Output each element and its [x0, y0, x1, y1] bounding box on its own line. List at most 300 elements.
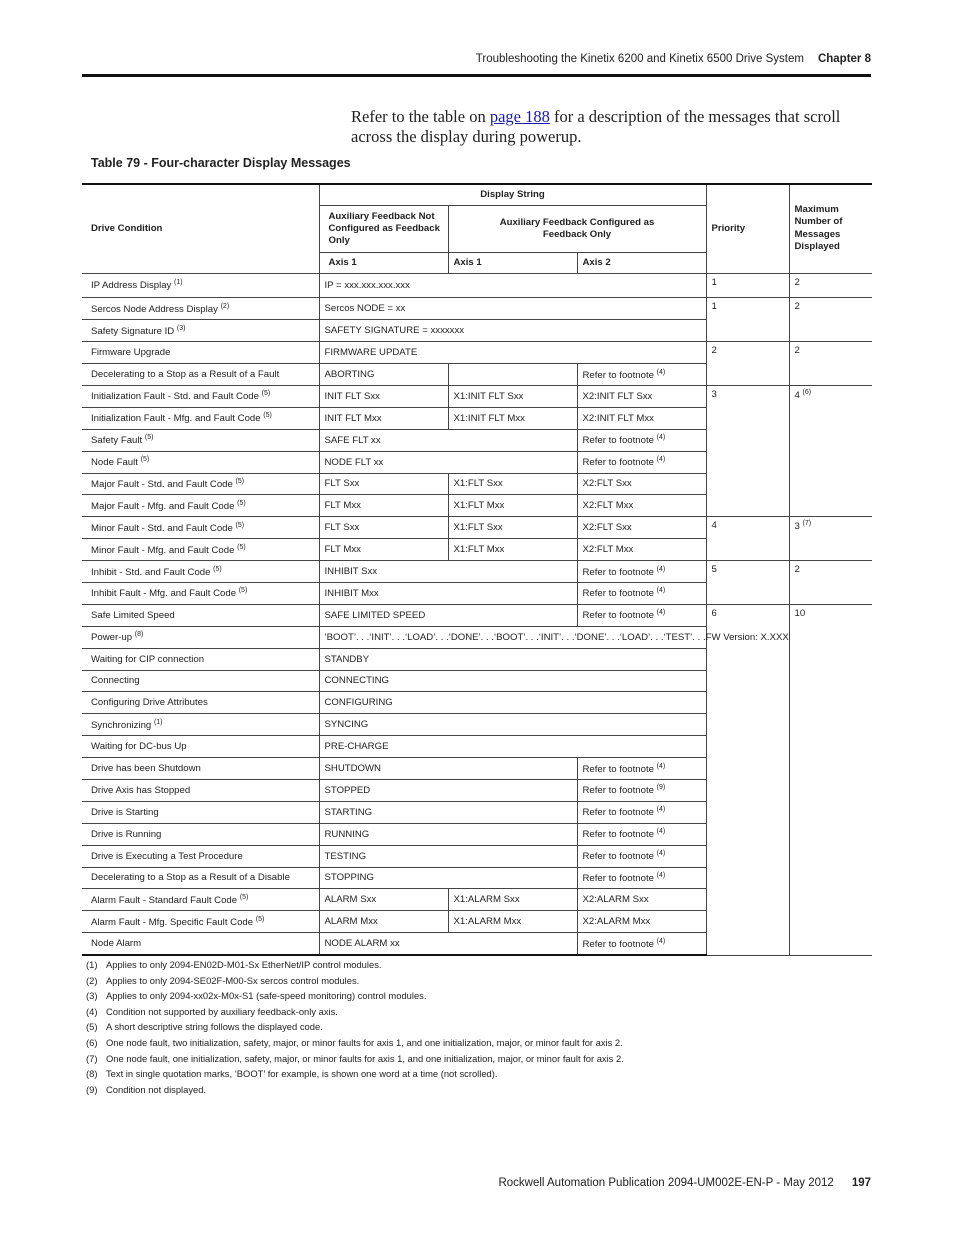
display-axis1-cell-text: NODE FLT xx: [324, 456, 384, 468]
drive-condition-cell: [82, 933, 319, 955]
drive-condition-cell-text: Initialization Fault - Mfg. and Fault Code: [91, 413, 261, 425]
aux-axis2-cell: [577, 582, 706, 604]
footnote-item: [86, 1035, 624, 1051]
display-axis1-cell: [319, 845, 577, 867]
priority-cell-text: 2: [711, 345, 717, 357]
display-axis1-cell-text: FLT Sxx: [324, 478, 360, 490]
footnote-text: Condition not supported by auxiliary feedback-only axis.: [106, 1005, 338, 1017]
drive-condition-cell-text: Waiting for CIP connection: [91, 653, 205, 665]
drive-condition-cell-footnote-ref: (5): [140, 456, 150, 464]
footnote-number: (3): [86, 990, 98, 1002]
drive-condition-cell-footnote-ref: (5): [235, 477, 245, 485]
footnote-item: [86, 1051, 624, 1067]
drive-condition-cell: [82, 473, 319, 495]
aux-axis1-cell-text: X1:FLT Mxx: [453, 544, 505, 556]
aux-axis2-cell-footnote-ref: (9): [656, 784, 666, 792]
priority-cell-text: 5: [711, 564, 717, 576]
aux-axis2-cell: [577, 495, 706, 517]
aux-axis1-cell: [448, 889, 577, 911]
table-row: [82, 385, 872, 407]
header-axis2: Axis 2: [577, 252, 706, 273]
display-axis1-cell: [319, 495, 448, 517]
table-row: [82, 298, 872, 320]
aux-axis2-cell-text: Refer to footnote: [582, 938, 654, 950]
drive-condition-cell-text: Safety Signature ID: [91, 325, 175, 337]
aux-axis2-cell-footnote-ref: (4): [656, 609, 666, 617]
aux-axis1-cell: [448, 495, 577, 517]
display-axis1-cell-text: ‘BOOT’. . .‘INIT’. . .‘LOAD’. . .‘DONE’. . .‘BOOT’. . .‘INIT’. . .‘DONE’. . .‘LOAD’. . .‘TEST’. . .FW Version: X.XXX: [324, 631, 789, 643]
drive-condition-cell: [82, 385, 319, 407]
aux-axis2-cell-text: X2:FLT Mxx: [582, 544, 634, 556]
display-axis1-cell-text: INHIBIT Mxx: [324, 587, 379, 599]
drive-condition-cell-footnote-ref: (5): [261, 390, 271, 398]
drive-condition-cell-text: Power-up: [91, 632, 133, 644]
priority-cell-text: 6: [711, 607, 717, 619]
drive-condition-cell-text: Initialization Fault - Std. and Fault Code: [91, 391, 259, 403]
footnote-text: Text in single quotation marks, ‘BOOT’ for example, is shown one word at a time (not scrolled).: [106, 1068, 498, 1080]
display-axis1-cell-text: CONFIGURING: [324, 697, 393, 709]
aux-axis2-cell: [577, 845, 706, 867]
display-axis1-cell: [319, 582, 577, 604]
header-axis1-b: Axis 1: [448, 252, 577, 273]
drive-condition-cell: [82, 364, 319, 386]
footnote-number: (4): [86, 1005, 98, 1017]
footnote-item: [86, 1066, 624, 1082]
priority-cell: [706, 298, 789, 342]
footnote-text: Condition not displayed.: [106, 1083, 207, 1095]
max-messages-cell-text: 3: [794, 521, 800, 533]
drive-condition-cell: [82, 867, 319, 889]
display-axis1-cell: [319, 779, 577, 801]
aux-axis2-cell-text: Refer to footnote: [582, 588, 654, 600]
drive-condition-cell: [82, 582, 319, 604]
display-axis1-cell-text: SYNCING: [324, 719, 369, 731]
drive-condition-cell-footnote-ref: (5): [237, 499, 246, 507]
drive-condition-cell: [82, 889, 319, 911]
drive-condition-cell-text: Inhibit - Std. and Fault Code: [91, 566, 211, 578]
display-axis1-cell-text: TESTING: [324, 850, 367, 862]
footer-publication: Rockwell Automation Publication 2094-UM002E-EN-P - May 2012: [498, 1177, 834, 1189]
aux-axis2-cell-footnote-ref: (4): [656, 828, 666, 836]
footnotes: [86, 957, 624, 1097]
drive-condition-cell-text: Waiting for DC-bus Up: [91, 741, 187, 753]
drive-condition-cell-text: Configuring Drive Attributes: [91, 697, 208, 709]
max-messages-cell-footnote-ref: (7): [802, 520, 812, 528]
drive-condition-cell: [82, 670, 319, 692]
drive-condition-cell: [82, 758, 319, 780]
aux-axis1-cell: [448, 407, 577, 429]
drive-condition-cell-text: Major Fault - Mfg. and Fault Code: [91, 500, 235, 512]
footnote-text: Applies to only 2094-EN02D-M01-Sx EtherNet/IP control modules.: [106, 959, 382, 970]
aux-axis2-cell-footnote-ref: (4): [656, 850, 666, 858]
aux-axis1-cell-text: X1:FLT Sxx: [453, 478, 503, 490]
aux-axis2-cell-text: Refer to footnote: [582, 872, 654, 884]
aux-axis2-cell-text: X2:INIT FLT Mxx: [582, 412, 654, 424]
drive-condition-cell: [82, 495, 319, 517]
footnote-number: (8): [86, 1068, 98, 1080]
drive-condition-cell: [82, 648, 319, 670]
drive-condition-cell-text: Drive Axis has Stopped: [91, 784, 191, 796]
page-link[interactable]: page 188: [489, 107, 550, 126]
drive-condition-cell-text: Decelerating to a Stop as a Result of a Disable: [91, 872, 290, 884]
display-axis1-cell-text: NODE ALARM xx: [324, 938, 400, 950]
intro-paragraph: [351, 107, 873, 147]
table-row: [82, 273, 872, 298]
drive-condition-cell-text: Node Alarm: [91, 938, 142, 950]
intro-text-end: for a description of the messages that scroll across the display during powerup.: [351, 107, 841, 146]
aux-axis1-cell: [448, 539, 577, 561]
aux-axis2-cell-footnote-ref: (4): [656, 434, 666, 442]
display-messages-table: [82, 183, 872, 956]
priority-cell-text: 1: [711, 276, 717, 288]
footnote-number: (2): [86, 974, 98, 986]
header-axis1-a: Axis 1: [319, 252, 448, 273]
display-axis1-cell: [319, 823, 577, 845]
priority-cell: [706, 273, 789, 298]
display-axis1-cell-text: FLT Mxx: [324, 500, 361, 512]
aux-axis2-cell-text: Refer to footnote: [582, 785, 654, 797]
table-title: Table 79 - Four-character Display Messages: [91, 156, 351, 170]
aux-axis1-cell-text: X1:FLT Sxx: [453, 522, 503, 534]
aux-axis2-cell: [577, 385, 706, 407]
priority-cell-text: 3: [711, 388, 717, 400]
display-axis1-cell-text: RUNNING: [324, 828, 370, 840]
display-axis1-cell-text: INIT FLT Sxx: [324, 390, 380, 402]
aux-axis1-cell: [448, 911, 577, 933]
display-axis1-cell: [319, 911, 448, 933]
drive-condition-cell-text: Drive is Executing a Test Procedure: [91, 850, 243, 862]
drive-condition-cell-footnote-ref: (5): [255, 915, 265, 923]
drive-condition-cell-footnote-ref: (2): [220, 302, 230, 310]
display-axis1-cell-text: STOPPING: [324, 872, 374, 884]
priority-cell: [706, 342, 789, 386]
display-axis1-cell-text: FLT Mxx: [324, 544, 361, 556]
aux-axis2-cell-footnote-ref: (4): [656, 937, 666, 945]
display-axis1-cell: [319, 648, 706, 670]
aux-axis2-cell: [577, 451, 706, 473]
drive-condition-cell-text: Minor Fault - Mfg. and Fault Code: [91, 544, 235, 556]
drive-condition-cell: [82, 626, 319, 648]
display-axis1-cell: [319, 801, 577, 823]
drive-condition-cell: [82, 714, 319, 736]
aux-axis2-cell: [577, 604, 706, 626]
footnote-number: (1): [86, 959, 98, 970]
footnote-item: [86, 973, 624, 989]
footnote-text: A short descriptive string follows the displayed code.: [106, 1021, 323, 1033]
display-axis1-cell-text: STOPPED: [324, 784, 371, 796]
drive-condition-cell: [82, 539, 319, 561]
drive-condition-cell-text: Alarm Fault - Mfg. Specific Fault Code: [91, 916, 254, 928]
aux-axis2-cell-footnote-ref: (4): [656, 456, 666, 464]
table-row: [82, 561, 872, 583]
table-row: [82, 342, 872, 364]
drive-condition-cell-footnote-ref: (1): [153, 718, 163, 726]
drive-condition-cell: [82, 517, 319, 539]
display-axis1-cell-text: ALARM Sxx: [324, 894, 377, 906]
aux-axis2-cell-text: Refer to footnote: [582, 851, 654, 863]
drive-condition-cell-footnote-ref: (5): [239, 893, 249, 901]
display-axis1-cell: [319, 714, 706, 736]
drive-condition-cell: [82, 801, 319, 823]
footer-page-number: 197: [851, 1177, 871, 1189]
display-axis1-cell: [319, 451, 577, 473]
header-aux-configured: Auxiliary Feedback Configured as Feedback Only: [448, 205, 706, 252]
display-axis1-cell-text: SAFE FLT xx: [324, 434, 381, 446]
drive-condition-cell-footnote-ref: (5): [144, 434, 154, 442]
aux-axis2-cell-text: Refer to footnote: [582, 457, 654, 469]
display-axis1-cell-text: SAFE LIMITED SPEED: [324, 609, 426, 621]
header-priority: Priority: [706, 184, 789, 273]
display-axis1-cell-text: ABORTING: [324, 369, 375, 380]
display-axis1-cell-text: CONNECTING: [324, 675, 389, 687]
aux-axis2-cell-text: X2:FLT Mxx: [582, 500, 634, 512]
aux-axis2-cell-footnote-ref: (4): [656, 871, 666, 879]
header-max-messages: Maximum Number of Messages Displayed: [789, 184, 872, 273]
display-axis1-cell: [319, 385, 448, 407]
priority-cell: [706, 385, 789, 516]
display-axis1-cell: [319, 364, 448, 386]
drive-condition-cell-text: Major Fault - Std. and Fault Code: [91, 478, 233, 490]
drive-condition-cell: [82, 823, 319, 845]
footnote-text: Applies to only 2094-SE02F-M00-Sx sercos control modules.: [106, 974, 360, 986]
drive-condition-cell-footnote-ref: (5): [235, 521, 245, 529]
running-header: [82, 53, 871, 65]
drive-condition-cell: [82, 273, 319, 298]
drive-condition-cell-footnote-ref: (5): [238, 587, 248, 595]
aux-axis1-cell: [448, 517, 577, 539]
aux-axis2-cell-text: Refer to footnote: [582, 610, 654, 622]
priority-cell-text: 4: [711, 520, 717, 532]
display-axis1-cell: [319, 889, 448, 911]
drive-condition-cell-footnote-ref: (5): [263, 412, 272, 420]
aux-axis2-cell-text: Refer to footnote: [582, 763, 654, 775]
aux-axis2-cell: [577, 867, 706, 889]
aux-axis2-cell: [577, 889, 706, 911]
drive-condition-cell-text: Node Fault: [91, 457, 138, 469]
drive-condition-cell-text: Connecting: [91, 675, 140, 687]
display-axis1-cell-text: FIRMWARE UPDATE: [324, 347, 418, 359]
display-axis1-cell-text: INIT FLT Mxx: [324, 412, 382, 424]
footnote-number: (6): [86, 1036, 98, 1048]
max-messages-cell-text: 2: [794, 276, 800, 288]
drive-condition-cell-text: Minor Fault - Std. and Fault Code: [91, 522, 233, 534]
max-messages-cell-text: 2: [794, 301, 800, 313]
display-axis1-cell: [319, 933, 577, 955]
aux-axis2-cell-text: Refer to footnote: [582, 369, 654, 381]
display-axis1-cell-text: SHUTDOWN: [324, 763, 381, 775]
footnote-number: (5): [86, 1021, 98, 1033]
header-drive-condition: Drive Condition: [82, 184, 319, 273]
aux-axis2-cell-text: X2:ALARM Sxx: [582, 894, 649, 906]
drive-condition-cell: [82, 692, 319, 714]
priority-cell: [706, 517, 789, 561]
display-axis1-cell: [319, 604, 577, 626]
intro-text-start: Refer to the table on: [351, 107, 490, 126]
display-axis1-cell-text: STANDBY: [324, 653, 370, 665]
aux-axis2-cell-footnote-ref: (4): [656, 368, 666, 376]
table-row: [82, 517, 872, 539]
aux-axis2-cell: [577, 933, 706, 955]
max-messages-cell: [789, 273, 872, 298]
display-axis1-cell: [319, 692, 706, 714]
drive-condition-cell-text: Synchronizing: [91, 719, 152, 731]
aux-axis2-cell: [577, 561, 706, 583]
max-messages-cell-footnote-ref: (6): [802, 388, 812, 396]
max-messages-cell: [789, 517, 872, 561]
aux-axis1-cell-text: X1:ALARM Mxx: [453, 916, 522, 928]
footnote-text: One node fault, one initialization, safety, major, or minor faults for axis 1, and one initialization, major, or minor fault for axis 2.: [106, 1052, 624, 1064]
footnote-item: [86, 1004, 624, 1020]
display-axis1-cell-text: Sercos NODE = xx: [324, 303, 406, 315]
aux-axis1-cell: [448, 364, 577, 386]
drive-condition-cell-text: Drive is Running: [91, 828, 162, 840]
drive-condition-cell: [82, 407, 319, 429]
drive-condition-cell-footnote-ref: (8): [134, 631, 144, 639]
drive-condition-cell-footnote-ref: (5): [237, 543, 246, 551]
footnote-text: One node fault, two initialization, safety, major, or minor faults for axis 1, and one initialization, major, or minor fault for axis 2.: [106, 1036, 623, 1048]
max-messages-cell: [789, 561, 872, 605]
display-axis1-cell: [319, 867, 577, 889]
aux-axis2-cell-text: X2:FLT Sxx: [582, 522, 632, 534]
drive-condition-cell: [82, 320, 319, 342]
display-axis1-cell-text: SAFETY SIGNATURE = xxxxxxx: [324, 325, 465, 337]
display-axis1-cell: [319, 429, 577, 451]
aux-axis1-cell-text: X1:FLT Mxx: [453, 500, 505, 512]
drive-condition-cell-text: Inhibit Fault - Mfg. and Fault Code: [91, 588, 237, 600]
display-axis1-cell: [319, 320, 706, 342]
aux-axis2-cell: [577, 429, 706, 451]
footnote-number: (9): [86, 1083, 98, 1095]
aux-axis2-cell: [577, 801, 706, 823]
header-title: Troubleshooting the Kinetix 6200 and Kinetix 6500 Drive System: [475, 53, 804, 65]
footnote-item: [86, 1019, 624, 1035]
drive-condition-cell: [82, 779, 319, 801]
drive-condition-cell: [82, 845, 319, 867]
max-messages-cell: [789, 298, 872, 342]
aux-axis2-cell-footnote-ref: (4): [656, 762, 666, 770]
display-axis1-cell-text: ALARM Mxx: [324, 916, 378, 928]
drive-condition-cell: [82, 736, 319, 758]
drive-condition-cell-text: Drive has been Shutdown: [91, 763, 201, 775]
footnote-item: [86, 1082, 624, 1098]
display-axis1-cell: [319, 298, 706, 320]
max-messages-cell: [789, 342, 872, 386]
aux-axis2-cell: [577, 911, 706, 933]
max-messages-cell: [789, 385, 872, 516]
display-axis1-cell: [319, 736, 706, 758]
display-axis1-cell: [319, 758, 577, 780]
drive-condition-cell-text: Alarm Fault - Standard Fault Code: [91, 894, 238, 906]
header-display-string: Display String: [319, 184, 706, 205]
drive-condition-cell-text: Sercos Node Address Display: [91, 303, 218, 315]
aux-axis2-cell: [577, 539, 706, 561]
display-axis1-cell-text: IP = xxx.xxx.xxx.xxx: [324, 279, 410, 291]
drive-condition-cell-footnote-ref: (1): [174, 279, 183, 287]
aux-axis2-cell: [577, 473, 706, 495]
drive-condition-cell-text: IP Address Display: [91, 280, 172, 292]
drive-condition-cell-footnote-ref: (3): [176, 324, 186, 332]
aux-axis2-cell: [577, 364, 706, 386]
display-axis1-cell: [319, 670, 706, 692]
display-axis1-cell-text: FLT Sxx: [324, 522, 360, 534]
drive-condition-cell-text: Safe Limited Speed: [91, 609, 175, 621]
drive-condition-cell: [82, 451, 319, 473]
aux-axis1-cell: [448, 473, 577, 495]
aux-axis2-cell-text: X2:ALARM Mxx: [582, 916, 651, 928]
drive-condition-cell-text: Drive is Starting: [91, 806, 159, 818]
aux-axis2-cell: [577, 407, 706, 429]
display-axis1-cell: [319, 273, 706, 298]
drive-condition-cell: [82, 429, 319, 451]
drive-condition-cell: [82, 342, 319, 364]
display-axis1-cell-text: STARTING: [324, 806, 373, 818]
priority-cell: [706, 604, 789, 955]
header-chapter: Chapter 8: [817, 53, 871, 65]
drive-condition-cell: [82, 911, 319, 933]
aux-axis2-cell-footnote-ref: (4): [656, 806, 666, 814]
drive-condition-cell: [82, 561, 319, 583]
max-messages-cell-text: 2: [794, 345, 800, 357]
display-axis1-cell-text: PRE-CHARGE: [324, 741, 389, 753]
priority-cell-text: 1: [711, 301, 717, 313]
table-row: [82, 604, 872, 626]
display-axis1-cell: [319, 561, 577, 583]
display-axis1-cell: [319, 517, 448, 539]
display-axis1-cell-text: INHIBIT Sxx: [324, 566, 378, 578]
max-messages-cell-text: 10: [794, 607, 806, 619]
drive-condition-cell-footnote-ref: (5): [213, 565, 222, 573]
aux-axis2-cell-text: X2:FLT Sxx: [582, 478, 632, 490]
footnote-number: (7): [86, 1052, 98, 1064]
aux-axis1-cell-text: X1:INIT FLT Sxx: [453, 390, 524, 402]
aux-axis1-cell-text: X1:ALARM Sxx: [453, 894, 520, 906]
drive-condition-cell: [82, 604, 319, 626]
drive-condition-cell-text: Safety Fault: [91, 435, 143, 447]
page-footer: [82, 1177, 871, 1189]
display-axis1-cell: [319, 626, 789, 648]
footnote-item: [86, 988, 624, 1004]
aux-axis2-cell-text: Refer to footnote: [582, 829, 654, 841]
max-messages-cell-text: 4: [794, 389, 800, 401]
aux-axis2-cell: [577, 517, 706, 539]
aux-axis1-cell: [448, 385, 577, 407]
aux-axis2-cell-text: X2:INIT FLT Sxx: [582, 390, 653, 402]
aux-axis2-cell-text: Refer to footnote: [582, 435, 654, 447]
drive-condition-cell-text: Decelerating to a Stop as a Result of a Fault: [91, 369, 280, 380]
aux-axis1-cell-text: X1:INIT FLT Mxx: [453, 412, 525, 424]
aux-axis2-cell-footnote-ref: (4): [656, 565, 666, 573]
display-axis1-cell: [319, 473, 448, 495]
footnote-item: [86, 957, 624, 973]
aux-axis2-cell: [577, 758, 706, 780]
drive-condition-cell: [82, 298, 319, 320]
display-axis1-cell: [319, 342, 706, 364]
max-messages-cell: [789, 604, 872, 955]
footnote-text: Applies to only 2094-xx02x-M0x-S1 (safe-speed monitoring) control modules.: [106, 990, 427, 1002]
display-axis1-cell: [319, 407, 448, 429]
aux-axis2-cell: [577, 779, 706, 801]
aux-axis2-cell-text: Refer to footnote: [582, 566, 654, 578]
header-aux-not-configured: Auxiliary Feedback Not Configured as Feedback Only: [319, 205, 448, 252]
priority-cell: [706, 561, 789, 605]
max-messages-cell-text: 2: [794, 564, 800, 576]
aux-axis2-cell-text: Refer to footnote: [582, 807, 654, 819]
display-axis1-cell: [319, 539, 448, 561]
aux-axis2-cell: [577, 823, 706, 845]
header-rule: [82, 74, 871, 77]
drive-condition-cell-text: Firmware Upgrade: [91, 347, 171, 359]
aux-axis2-cell-footnote-ref: (4): [656, 587, 666, 595]
